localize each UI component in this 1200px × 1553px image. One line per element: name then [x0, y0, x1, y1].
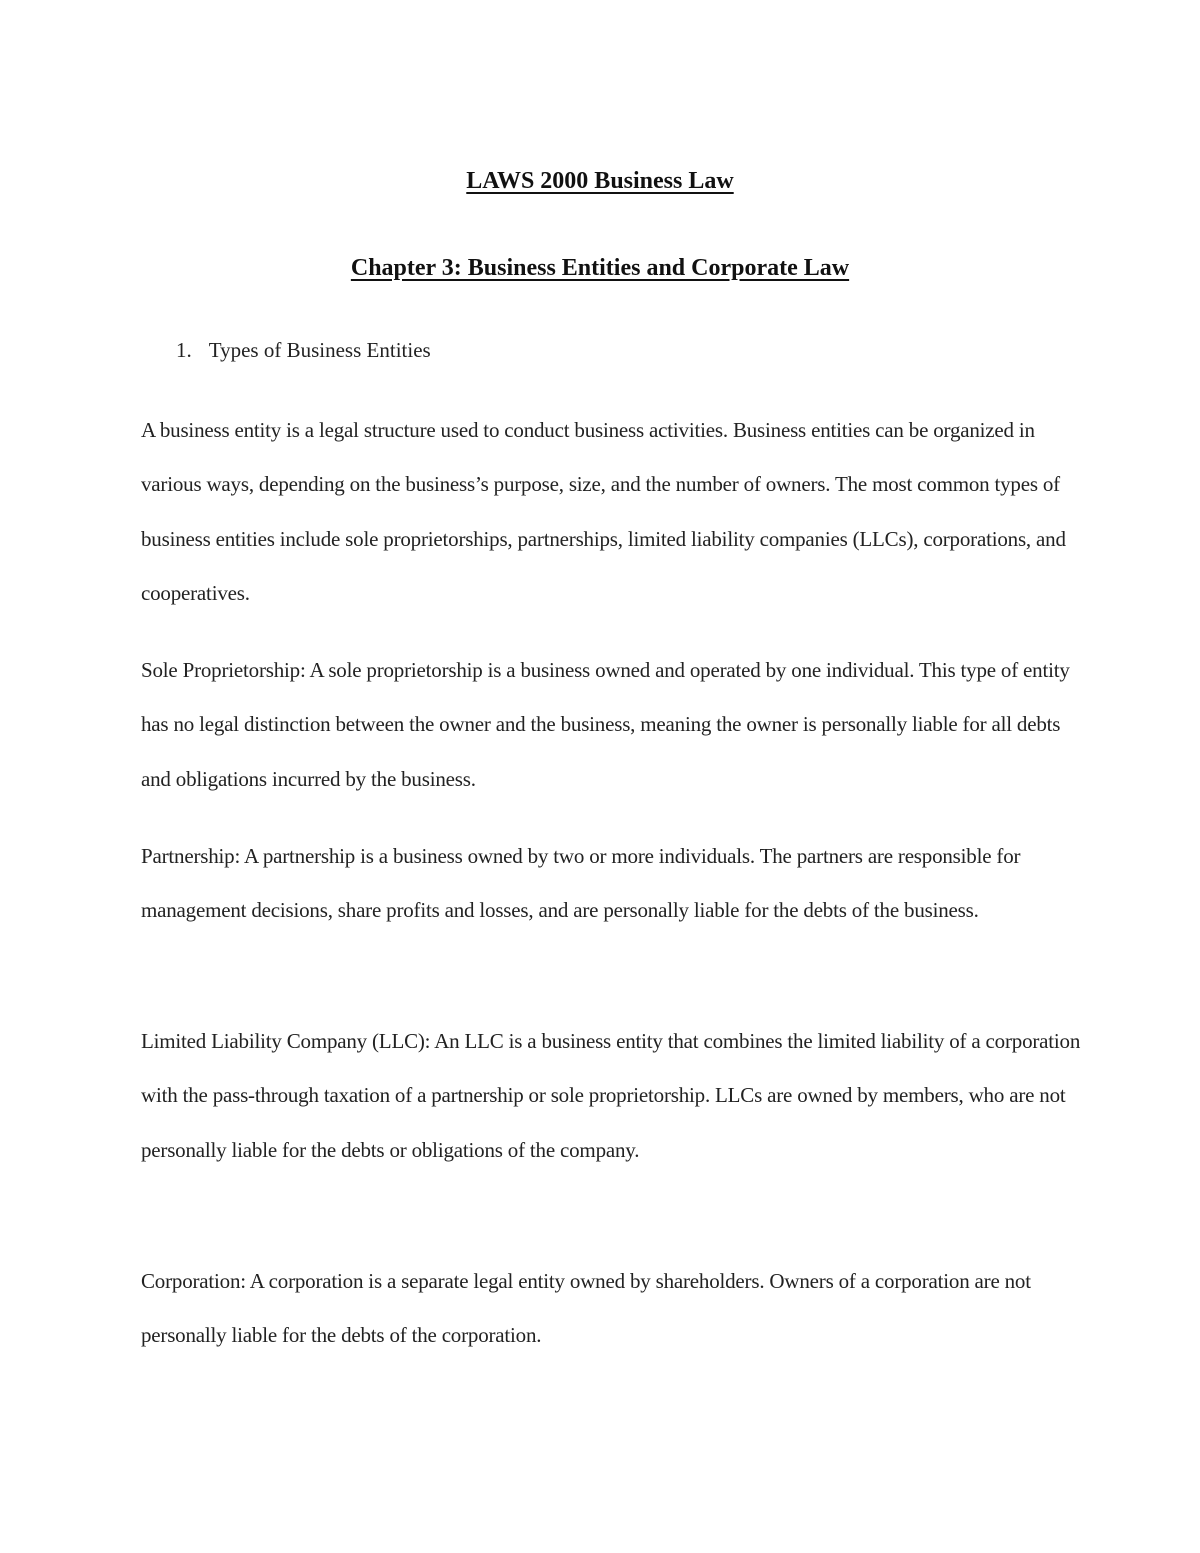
- section-heading: [176, 338, 431, 363]
- section-heading-text: Types of Business Entities: [208, 338, 431, 362]
- section-number: 1.: [176, 338, 192, 362]
- chapter-title: Chapter 3: Business Entities and Corporate Law: [350, 255, 850, 281]
- llc-paragraph: Limited Liability Company (LLC): An LLC is a business entity that combines the limited liability of a corporation with the pass-through taxation of a partnership or sole proprietorship. LLCs are owned by members, who are not personally liable for the debts or obligations of the company.: [141, 1029, 1081, 1162]
- corporation-paragraph: Corporation: A corporation is a separate legal entity owned by shareholders. Owners of a corporation are not personally liable for the debts of the corporation.: [141, 1269, 1031, 1348]
- intro-paragraph: A business entity is a legal structure used to conduct business activities. Business entities can be organized in various ways, depending on the business’s purpose, size, and the number of owners. The most common types of business entities include sole proprietorships, partnerships, limited liability companies (LLCs), corporations, and cooperatives.: [141, 418, 1066, 606]
- document-title: LAWS 2000 Business Law: [466, 168, 734, 194]
- partnership-paragraph: Partnership: A partnership is a business owned by two or more individuals. The partners are responsible for management decisions, share profits and losses, and are personally liable for the debts of the business.: [141, 844, 1021, 923]
- sole-proprietorship-paragraph: Sole Proprietorship: A sole proprietorship is a business owned and operated by one individual. This type of entity has no legal distinction between the owner and the business, meaning the owner is personally liable for all debts and obligations incurred by the business.: [141, 658, 1070, 791]
